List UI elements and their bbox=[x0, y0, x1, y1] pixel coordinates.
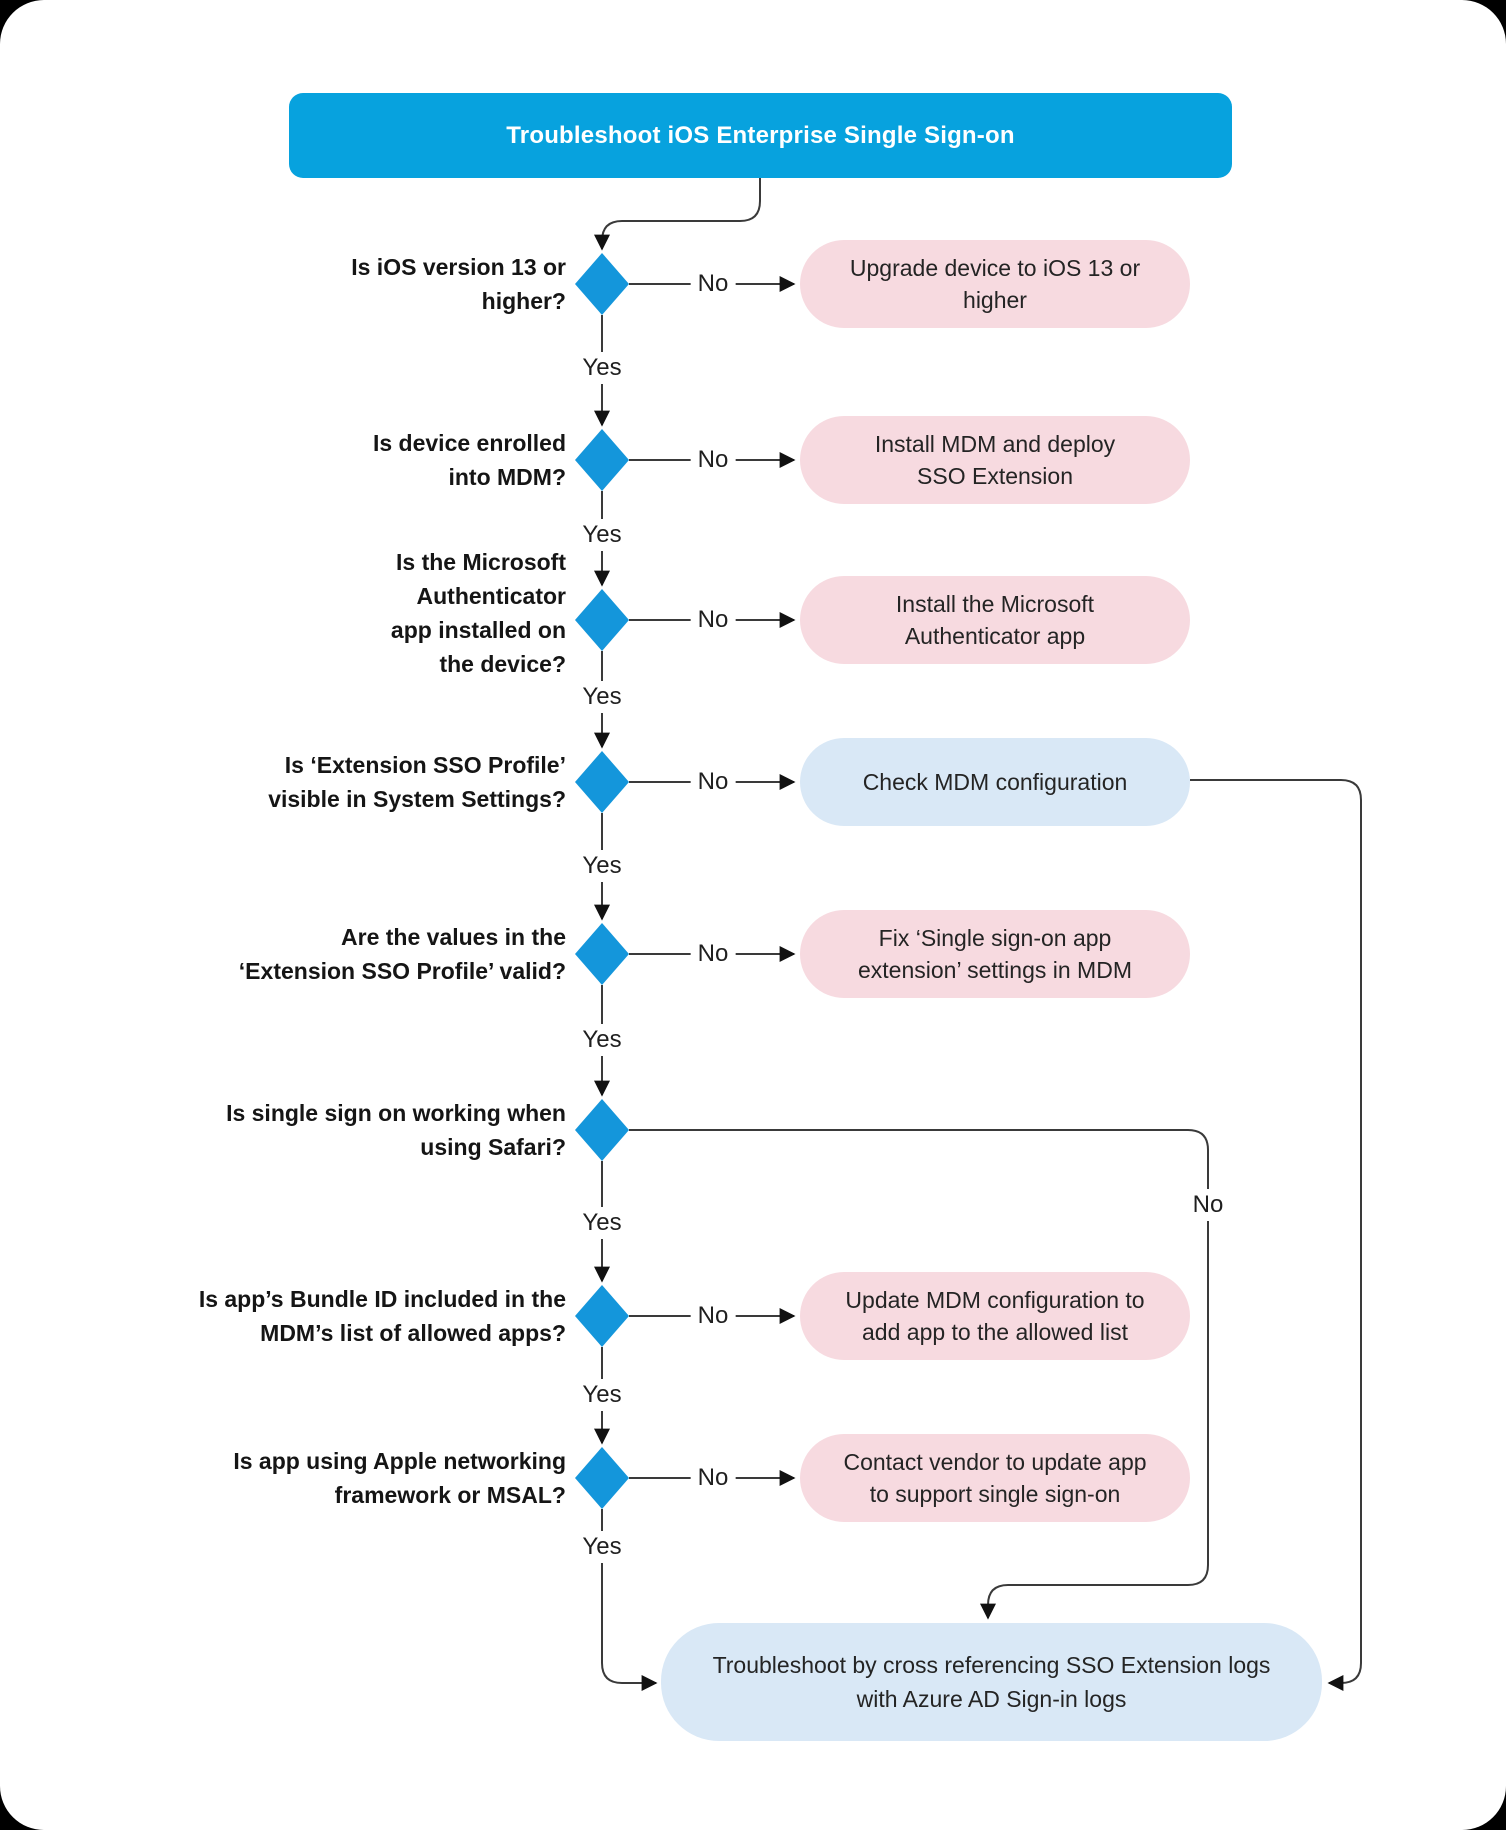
flowchart-title: Troubleshoot iOS Enterprise Single Sign-on bbox=[289, 93, 1232, 178]
decision-diamond-3 bbox=[575, 589, 629, 651]
wire-r4-final bbox=[1190, 780, 1361, 1683]
label-no-1: No bbox=[691, 271, 736, 297]
action-install-mdm: Install MDM and deploy SSO Extension bbox=[800, 416, 1190, 504]
decision-diamond-2 bbox=[575, 429, 629, 491]
label-yes-2: Yes bbox=[577, 519, 626, 551]
label-yes-3: Yes bbox=[577, 681, 626, 713]
action-install-authenticator: Install the Microsoft Authenticator app bbox=[800, 576, 1190, 664]
decision-diamond-8 bbox=[575, 1447, 629, 1509]
label-no-6: No bbox=[1188, 1189, 1229, 1221]
question-bundle-id-allowed: Is app’s Bundle ID included in the MDM’s list of allowed apps? bbox=[198, 1286, 566, 1346]
action-check-mdm-config: Check MDM configuration bbox=[800, 738, 1190, 826]
question-apple-networking-msal: Is app using Apple networking framework or MSAL? bbox=[233, 1448, 566, 1508]
decision-diamond-1 bbox=[575, 253, 629, 315]
decision-diamond-4 bbox=[575, 751, 629, 813]
label-yes-4: Yes bbox=[577, 850, 626, 882]
decision-diamond-5 bbox=[575, 923, 629, 985]
action-upgrade-ios: Upgrade device to iOS 13 or higher bbox=[800, 240, 1190, 328]
decision-diamond-6 bbox=[575, 1099, 629, 1161]
wire-no-d6-final bbox=[629, 1130, 1208, 1618]
question-mdm-enrolled: Is device enrolled into MDM? bbox=[372, 430, 566, 490]
label-no-8: No bbox=[691, 1465, 736, 1491]
wire-title-to-d1 bbox=[602, 178, 760, 249]
label-yes-8: Yes bbox=[577, 1531, 626, 1563]
label-yes-7: Yes bbox=[577, 1379, 626, 1411]
label-no-3: No bbox=[691, 607, 736, 633]
label-yes-5: Yes bbox=[577, 1024, 626, 1056]
action-contact-vendor: Contact vendor to update app to support single sign-on bbox=[800, 1434, 1190, 1522]
question-authenticator-installed: Is the Microsoft Authenticator app installed on the device? bbox=[390, 549, 566, 677]
action-troubleshoot-logs: Troubleshoot by cross referencing SSO Extension logs with Azure AD Sign-in logs bbox=[661, 1623, 1322, 1741]
decision-diamond-7 bbox=[575, 1285, 629, 1347]
question-safari-sso: Is single sign on working when using Safari? bbox=[226, 1100, 566, 1160]
label-no-5: No bbox=[691, 941, 736, 967]
question-sso-profile-visible: Is ‘Extension SSO Profile’ visible in System Settings? bbox=[268, 752, 566, 812]
question-sso-profile-values: Are the values in the ‘Extension SSO Profile’ valid? bbox=[238, 924, 566, 984]
question-ios-version: Is iOS version 13 or higher? bbox=[351, 254, 566, 314]
action-update-allowed-list: Update MDM configuration to add app to the allowed list bbox=[800, 1272, 1190, 1360]
action-fix-sso-settings: Fix ‘Single sign-on app extension’ settings in MDM bbox=[800, 910, 1190, 998]
label-no-2: No bbox=[691, 447, 736, 473]
label-no-7: No bbox=[691, 1303, 736, 1329]
label-yes-6: Yes bbox=[577, 1207, 626, 1239]
label-yes-1: Yes bbox=[577, 352, 626, 384]
label-no-4: No bbox=[691, 769, 736, 795]
